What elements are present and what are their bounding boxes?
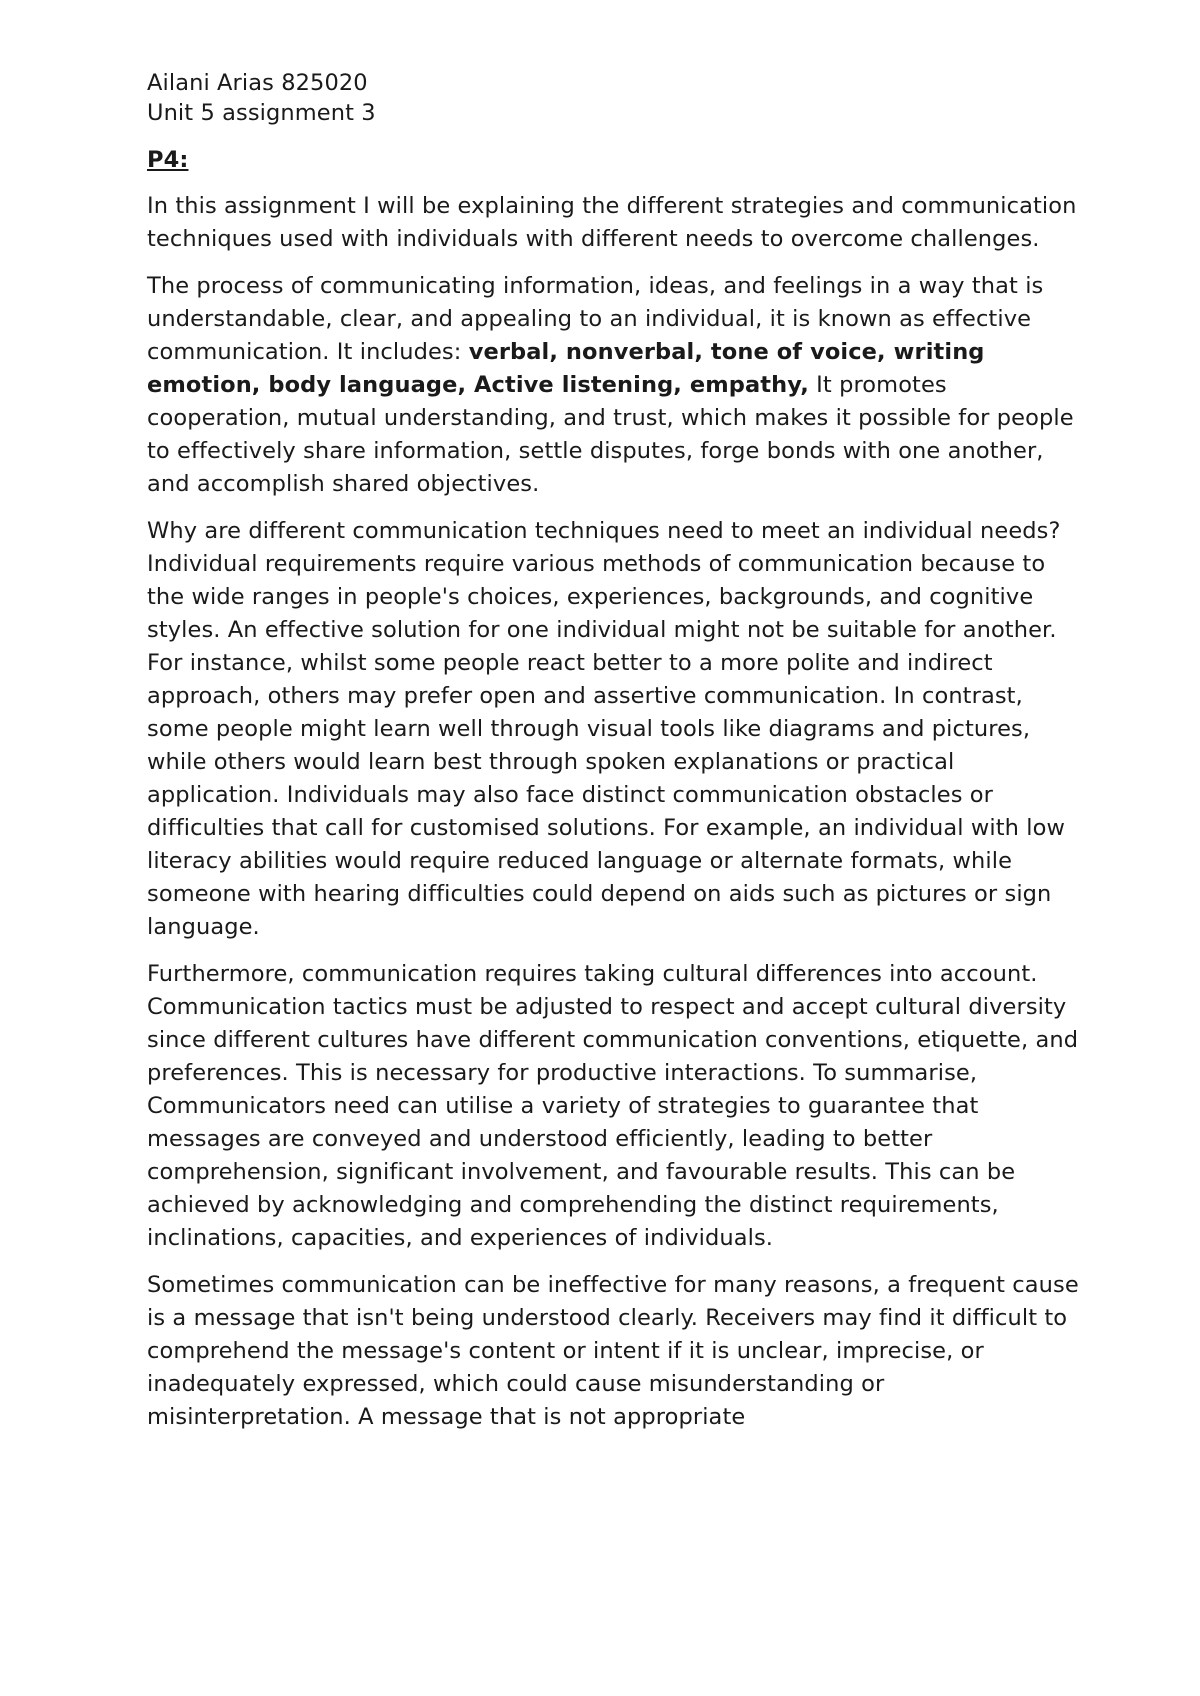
- effective-communication-paragraph: [147, 270, 1087, 501]
- different-techniques-paragraph: Why are different communication techniques need to meet an individual needs? Individual requirements require various methods of communication because to the wide ranges in people's choices, experiences, backgrounds, and cognitive styles. An effective solution for one individual might not be suitable for another. For instance, whilst some people react better to a more polite and indirect approach, others may prefer open and assertive communication. In contrast, some people might learn well through visual tools like diagrams and pictures, while others would learn best through spoken explanations or practical application. Individuals may also face distinct communication obstacles or difficulties that call for customised solutions. For example, an individual with low literacy abilities would require reduced language or alternate formats, while someone with hearing difficulties could depend on aids such as pictures or sign language.: [147, 518, 1065, 940]
- intro-paragraph: In this assignment I will be explaining the different strategies and communication techniques used with individuals with different needs to overcome challenges.: [147, 193, 1077, 252]
- author-line: Ailani Arias 825020: [147, 70, 368, 96]
- cultural-differences-paragraph: Furthermore, communication requires taking cultural differences into account. Communication tactics must be adjusted to respect and accept cultural diversity since different cultures have different communication conventions, etiquette, and preferences. This is necessary for productive interactions. To summarise, Communicators need can utilise a variety of strategies to guarantee that messages are conveyed and understood efficiently, leading to better comprehension, significant involvement, and favourable results. This can be achieved by acknowledging and comprehending the distinct requirements, inclinations, capacities, and experiences of individuals.: [147, 961, 1079, 1251]
- assignment-line: Unit 5 assignment 3: [147, 100, 376, 126]
- paragraph-text: It promotes cooperation, mutual understanding, and trust, which makes it possible for people to effectively share information, settle disputes, forge bonds with one another, and accomplish shared objectives.: [147, 372, 1074, 497]
- document-page: [147, 68, 1087, 1434]
- section-heading: P4:: [147, 147, 189, 173]
- ineffective-communication-paragraph: Sometimes communication can be ineffective for many reasons, a frequent cause is a message that isn't being understood clearly. Receivers may find it difficult to comprehend the message's content or intent if it is unclear, imprecise, or inadequately expressed, which could cause misunderstanding or misinterpretation. A message that is not appropriate: [147, 1272, 1079, 1430]
- bold-list-text: verbal, nonverbal, tone of voice, writing emotion, body language, Active listening, empathy,: [147, 339, 985, 398]
- paragraph-text: The process of communicating information, ideas, and feelings in a way that is understandable, clear, and appealing to an individual, it is known as effective communication. It includes:: [147, 273, 1044, 365]
